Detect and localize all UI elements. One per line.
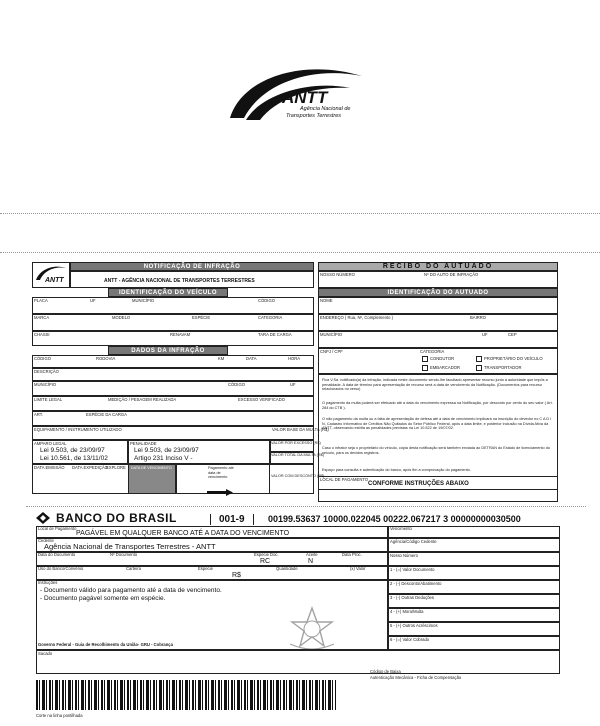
assignor-label: Cedente bbox=[38, 538, 54, 543]
place-value: PAGÁVEL EM QUALQUER BANCO ATÉ A DATA DO VENCIMENTO bbox=[76, 530, 290, 537]
cut-label: Corte na linha pontilhada bbox=[36, 713, 83, 718]
vf-uf: UF bbox=[90, 298, 96, 303]
instruction-2: - Documento pagável somente em espécie. bbox=[40, 595, 166, 602]
digitable-line: 00199.53637 10000.022045 00222.067217 3 00000000030500 bbox=[268, 514, 521, 524]
rf-5: 5 - (+) Outros Acréscimos bbox=[390, 623, 438, 628]
law-3: Lei 9.503, de 23/09/97 bbox=[134, 447, 199, 454]
receipt-signature: Espaço para consulta e autenticação do banco, após fim a comprovação do pagamento. bbox=[322, 468, 471, 472]
uf-currency: R$ bbox=[232, 572, 241, 579]
gov-label: Governo Federal - Guia de Recolhimento da União- GRU - Cobrança bbox=[38, 642, 173, 647]
if-hora: HORA bbox=[288, 356, 301, 361]
if-descricao: DESCRIÇÃO bbox=[34, 369, 59, 374]
notice-logo-abbr: ANTT bbox=[45, 277, 64, 284]
place-label: Local de Pagamento bbox=[38, 526, 77, 531]
owner-row-3 bbox=[318, 331, 558, 348]
inf-row-3 bbox=[32, 381, 314, 396]
logo-abbr: ANTT bbox=[282, 88, 328, 107]
uf-quantidade: Quantidade bbox=[276, 566, 298, 571]
df-num-doc: Nº Documento bbox=[110, 552, 138, 557]
brazil-coat-of-arms-icon bbox=[286, 606, 338, 652]
if-rodovia: RODOVIA bbox=[96, 356, 116, 361]
if-art: ART. bbox=[34, 412, 43, 417]
notice-logo-box bbox=[32, 262, 70, 288]
if-especie-carga: ESPÉCIE DA CARGA bbox=[86, 412, 127, 417]
logo-line2: Transportes Terrestres bbox=[286, 113, 342, 119]
uf-carteira: Carteira bbox=[126, 566, 141, 571]
auth-label: Autenticação Mecânica - Ficha de Compensação bbox=[370, 675, 462, 680]
if-uf: UF bbox=[290, 382, 296, 387]
fold-line-top bbox=[0, 213, 600, 214]
df-especie: Espécie Doc. bbox=[254, 552, 279, 557]
uf-valor: (x) Valor bbox=[350, 566, 366, 571]
payer-label: Sacado bbox=[38, 651, 53, 656]
vf-especie: ESPÉCIE bbox=[192, 315, 211, 320]
cut-line bbox=[26, 506, 586, 507]
inf-row-1 bbox=[32, 355, 314, 368]
rf-2: 2 - (-) Desconto/Abatimento bbox=[390, 581, 442, 586]
df-aceite: Aceite bbox=[306, 552, 318, 557]
inf-row-5 bbox=[32, 411, 314, 426]
rf-4: 4 - (+) Mora/Multa bbox=[390, 609, 424, 614]
of-nome: NOME bbox=[320, 298, 333, 303]
if-valor-desconto: VALOR COM DESCONTO (R$) bbox=[271, 474, 325, 478]
rf-auto: Nº DO AUTO DE INFRAÇÃO bbox=[424, 272, 479, 277]
receipt-para-4: Caso o infrator seja o proprietário do veículo, cópia desta notificação será também enviada ao DETRAN do Estado de licenciamento do veículo, para os devidos registros. bbox=[322, 446, 550, 455]
rf-3: 3 - (-) Outras Deduções bbox=[390, 595, 434, 600]
if-valor-excesso: VALOR POR EXCESSO (R$) bbox=[271, 441, 321, 445]
bank-code-label: Código de Baixa bbox=[370, 669, 401, 674]
owner-header: IDENTIFICAÇÃO DO AUTUADO bbox=[318, 288, 558, 297]
of-categoria: CATEGORIA bbox=[420, 349, 445, 354]
bf-emissao: DATA EMISSÃO bbox=[34, 465, 65, 470]
vf-placa: PLACA bbox=[34, 298, 48, 303]
if-valor-total: VALOR TOTAL DA MULTA (R$) bbox=[271, 453, 325, 457]
if-limite: LIMITE LEGAL bbox=[34, 397, 63, 402]
vf-marca: MARCA bbox=[34, 315, 50, 320]
law-4: Artigo 231 Inciso V - bbox=[134, 455, 193, 462]
law-2: Lei 10.561, de 13/11/02 bbox=[40, 455, 108, 462]
cat-transportador[interactable]: TRANSPORTADOR bbox=[476, 365, 522, 371]
antt-logo bbox=[222, 58, 382, 128]
of-cep: CEP bbox=[508, 332, 517, 337]
receipt-para-2: O pagamento da multa poderá ser efetuado até a data do vencimento expressa na Notificação, por desconto por cento do seu valor ( Art. 284 do CTB ). bbox=[322, 401, 553, 410]
if-codigo-2: CÓDIGO bbox=[228, 382, 245, 387]
receipt-place-value: CONFORME INSTRUÇÕES ABAIXO bbox=[368, 481, 469, 487]
df-data-doc: Data do Documento bbox=[38, 552, 76, 557]
receipt-para-1: Fica V.Sa. notificado(a) da infração, indicada neste documento sendo-lhe facultado apresentar recurso junto à autoridade que impôs a penalidade. A data de término para apresentação de recurso será a data de vencimento da Notificação. (Documentos para recurso relacionados no verso) bbox=[322, 378, 548, 392]
doc-row bbox=[36, 552, 388, 566]
if-valor-base: VALOR BASE DA MULTA (R$) bbox=[272, 427, 329, 432]
if-codigo: CÓDIGO bbox=[34, 356, 51, 361]
notice-agency: ANTT - AGÊNCIA NACIONAL DE TRANSPORTES TERRESTRES bbox=[104, 278, 255, 284]
vf-chassi: CHASSI bbox=[34, 332, 50, 337]
notice-header: NOTIFICAÇÃO DE INFRAÇÃO bbox=[70, 262, 314, 271]
payment-note: Pagamento até data de vencimento bbox=[208, 466, 234, 480]
infraction-header: DADOS DA INFRAÇÃO bbox=[108, 346, 228, 355]
rf-6: 6 - (=) Valor Cobrado bbox=[390, 637, 430, 642]
due-box bbox=[388, 526, 560, 538]
vf-tara: TARA DE CARGA bbox=[258, 332, 292, 337]
of-endereco: ENDEREÇO ( Rua, Nº, Complemento ) bbox=[320, 315, 393, 320]
owner-row-1 bbox=[318, 297, 558, 314]
logo-line1: Agência Nacional de bbox=[300, 106, 351, 112]
due-label: Vencimento bbox=[390, 526, 412, 531]
cat-embarcador[interactable]: EMBARCADOR bbox=[422, 365, 460, 371]
vf-renavam: RENAVAM bbox=[170, 332, 191, 337]
vf-categoria: CATEGORIA bbox=[258, 315, 283, 320]
if-data: DATA bbox=[246, 356, 257, 361]
inf-row-2 bbox=[32, 368, 314, 381]
df-data-proc: Data Proc. bbox=[342, 552, 362, 557]
vehicle-header: IDENTIFICAÇÃO DO VEÍCULO bbox=[108, 288, 228, 297]
of-bairro: BAIRRO bbox=[470, 315, 487, 320]
cat-condutor[interactable]: CONDUTOR bbox=[422, 356, 454, 362]
rf-1: 1 - (=) Valor Documento bbox=[390, 567, 435, 572]
bf-vencimento: DATA DE VENCIMENTO bbox=[131, 466, 172, 470]
bf-explore: EXPLORE bbox=[106, 465, 126, 470]
bf-expedicao: DATA EXPEDIÇÃO bbox=[72, 465, 108, 470]
barcode bbox=[36, 680, 336, 710]
payer-box bbox=[36, 650, 560, 674]
df-especie-value: RC bbox=[260, 558, 271, 565]
cat-proprietario[interactable]: PROPRIETÁRIO DO VEÍCULO bbox=[476, 356, 543, 362]
if-medicao: MEDIÇÃO / PESAGEM REALIZADA bbox=[108, 397, 177, 402]
fold-line-notice bbox=[0, 252, 600, 253]
agency-label: Agência/Código Cedente bbox=[390, 539, 437, 544]
uf-especie: Espécie bbox=[198, 566, 213, 571]
of-uf: UF bbox=[482, 332, 488, 337]
vf-modelo: MODELO bbox=[112, 315, 131, 320]
if-km: KM bbox=[218, 356, 225, 361]
legal-label: AMPARO LEGAL bbox=[34, 441, 67, 446]
uf-uso: Uso do Banco/Convênio bbox=[38, 566, 84, 571]
of-cnpj: CNPJ / CPF bbox=[320, 349, 343, 354]
receipt-para-3: O não pagamento da multa ou a falta de apresentação de defesa até a data de vencimento implicará na inscrição do devedor no C A D I N, Cadastro Informativo de Créditos Não Quitados do Setor Público Federal, após a data limite, e posterior inclusão na Dívida Ativa da ANTT, observando estrita as penalidades previstas na Lei 10.522 de 19/07/02. bbox=[322, 417, 552, 431]
instruction-1: - Documento válido para pagamento até a data de vencimento. bbox=[40, 587, 222, 594]
bank-name: BANCO DO BRASIL bbox=[56, 511, 177, 525]
bank-logo-icon bbox=[36, 511, 50, 523]
law-1: Lei 9.503, de 23/09/97 bbox=[40, 447, 105, 454]
of-municipio: MUNICÍPIO bbox=[320, 332, 343, 337]
arrow-right-icon bbox=[207, 483, 233, 490]
instructions-label: Instruções bbox=[38, 580, 58, 585]
vf-codigo: CÓDIGO bbox=[258, 298, 275, 303]
if-municipio: MUNICÍPIO bbox=[34, 382, 57, 387]
assignor-value: Agência Nacional de Transportes Terrestres - ANTT bbox=[44, 542, 216, 551]
receipt-place-label: LOCAL DE PAGAMENTO bbox=[320, 477, 369, 482]
penalty-label: PENALIDADE bbox=[130, 441, 157, 446]
if-equipamento: EQUIPAMENTO / INSTRUMENTO UTILIZADO bbox=[34, 427, 122, 432]
df-nosso-numero: Nosso Número bbox=[390, 553, 418, 558]
bank-code: 001-9 bbox=[210, 514, 254, 525]
df-aceite-value: N bbox=[308, 558, 314, 565]
vf-municipio: MUNICÍPIO bbox=[132, 298, 155, 303]
if-excesso: EXCESSO VERIFICADO bbox=[238, 397, 286, 402]
receipt-header: RECIBO DO AUTUADO bbox=[382, 263, 494, 270]
rf-nosso-numero: NOSSO NÚMERO bbox=[320, 272, 355, 277]
